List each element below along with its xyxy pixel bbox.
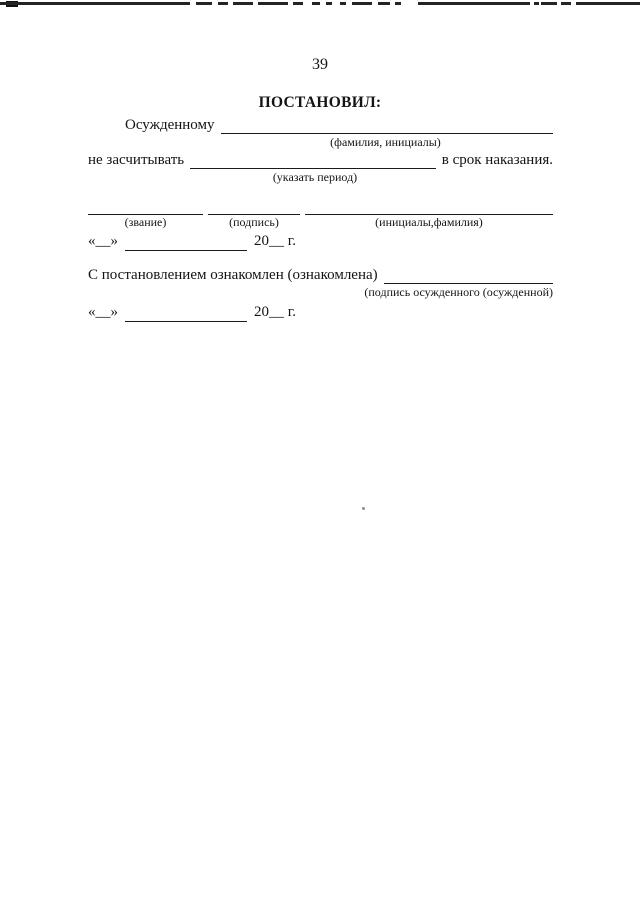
scan-artifact-segment <box>0 2 190 5</box>
date-day-quote: «__» <box>88 233 118 249</box>
period-blank-field <box>190 168 436 169</box>
date-year-label: 20__ г. <box>254 233 296 249</box>
date-year-label: 20__ г. <box>254 303 296 320</box>
signature-blank-field <box>208 198 300 215</box>
line-period <box>88 151 553 169</box>
convicted-label: Осужденному <box>125 117 215 133</box>
scan-artifact-segment <box>218 2 228 5</box>
convicted-name-blank-field <box>221 133 553 134</box>
scan-artifact-band <box>0 0 640 8</box>
period-suffix-label: в срок наказания. <box>441 152 553 168</box>
document-body <box>88 116 553 322</box>
scan-artifact-segment <box>233 2 253 5</box>
date-line <box>88 232 553 251</box>
period-prefix-label: не засчитывать <box>88 152 185 168</box>
signature-caption-row <box>88 215 553 229</box>
scan-artifact-segment <box>395 2 401 5</box>
scan-artifact-segment <box>352 2 372 5</box>
acknowledgement-caption: (подпись осужденного (осужденной) <box>364 284 553 299</box>
date-line-second <box>88 303 553 322</box>
initials-caption: (инициалы,фамилия) <box>375 215 483 229</box>
period-caption: (указать период) <box>272 170 358 184</box>
line-convicted <box>88 116 553 134</box>
initials-blank-field <box>305 198 553 215</box>
date-month-blank-field <box>125 250 247 251</box>
scan-artifact-segment <box>196 2 212 5</box>
scan-artifact-segment <box>561 2 571 5</box>
signature-blank-row <box>88 198 553 215</box>
acknowledgement-signature-blank-field <box>384 283 553 284</box>
date-month-blank-field <box>125 321 247 322</box>
page-number: 39 <box>312 56 328 73</box>
scan-artifact-segment <box>340 2 346 5</box>
scan-artifact-segment <box>541 2 557 5</box>
convicted-name-caption: (фамилия, инициалы) <box>330 135 441 149</box>
scan-artifact-segment <box>326 2 332 5</box>
scan-artifact-segment <box>258 2 288 5</box>
signature-caption: (подпись) <box>229 215 279 229</box>
date-day-quote: «__» <box>88 303 118 320</box>
scan-artifact-segment <box>534 2 539 5</box>
scan-artifact-segment <box>378 2 390 5</box>
document-title: ПОСТАНОВИЛ: <box>258 94 382 111</box>
acknowledgement-line <box>88 266 553 284</box>
acknowledgement-label: С постановлением ознакомлен (ознакомлена) <box>88 266 378 283</box>
scan-speck <box>362 507 365 510</box>
scan-artifact-segment <box>293 2 303 5</box>
rank-caption: (звание) <box>124 215 167 229</box>
rank-blank-field <box>88 198 203 215</box>
scan-artifact-segment <box>418 2 530 5</box>
scan-artifact-segment <box>312 2 320 5</box>
scan-artifact-segment <box>576 2 640 5</box>
